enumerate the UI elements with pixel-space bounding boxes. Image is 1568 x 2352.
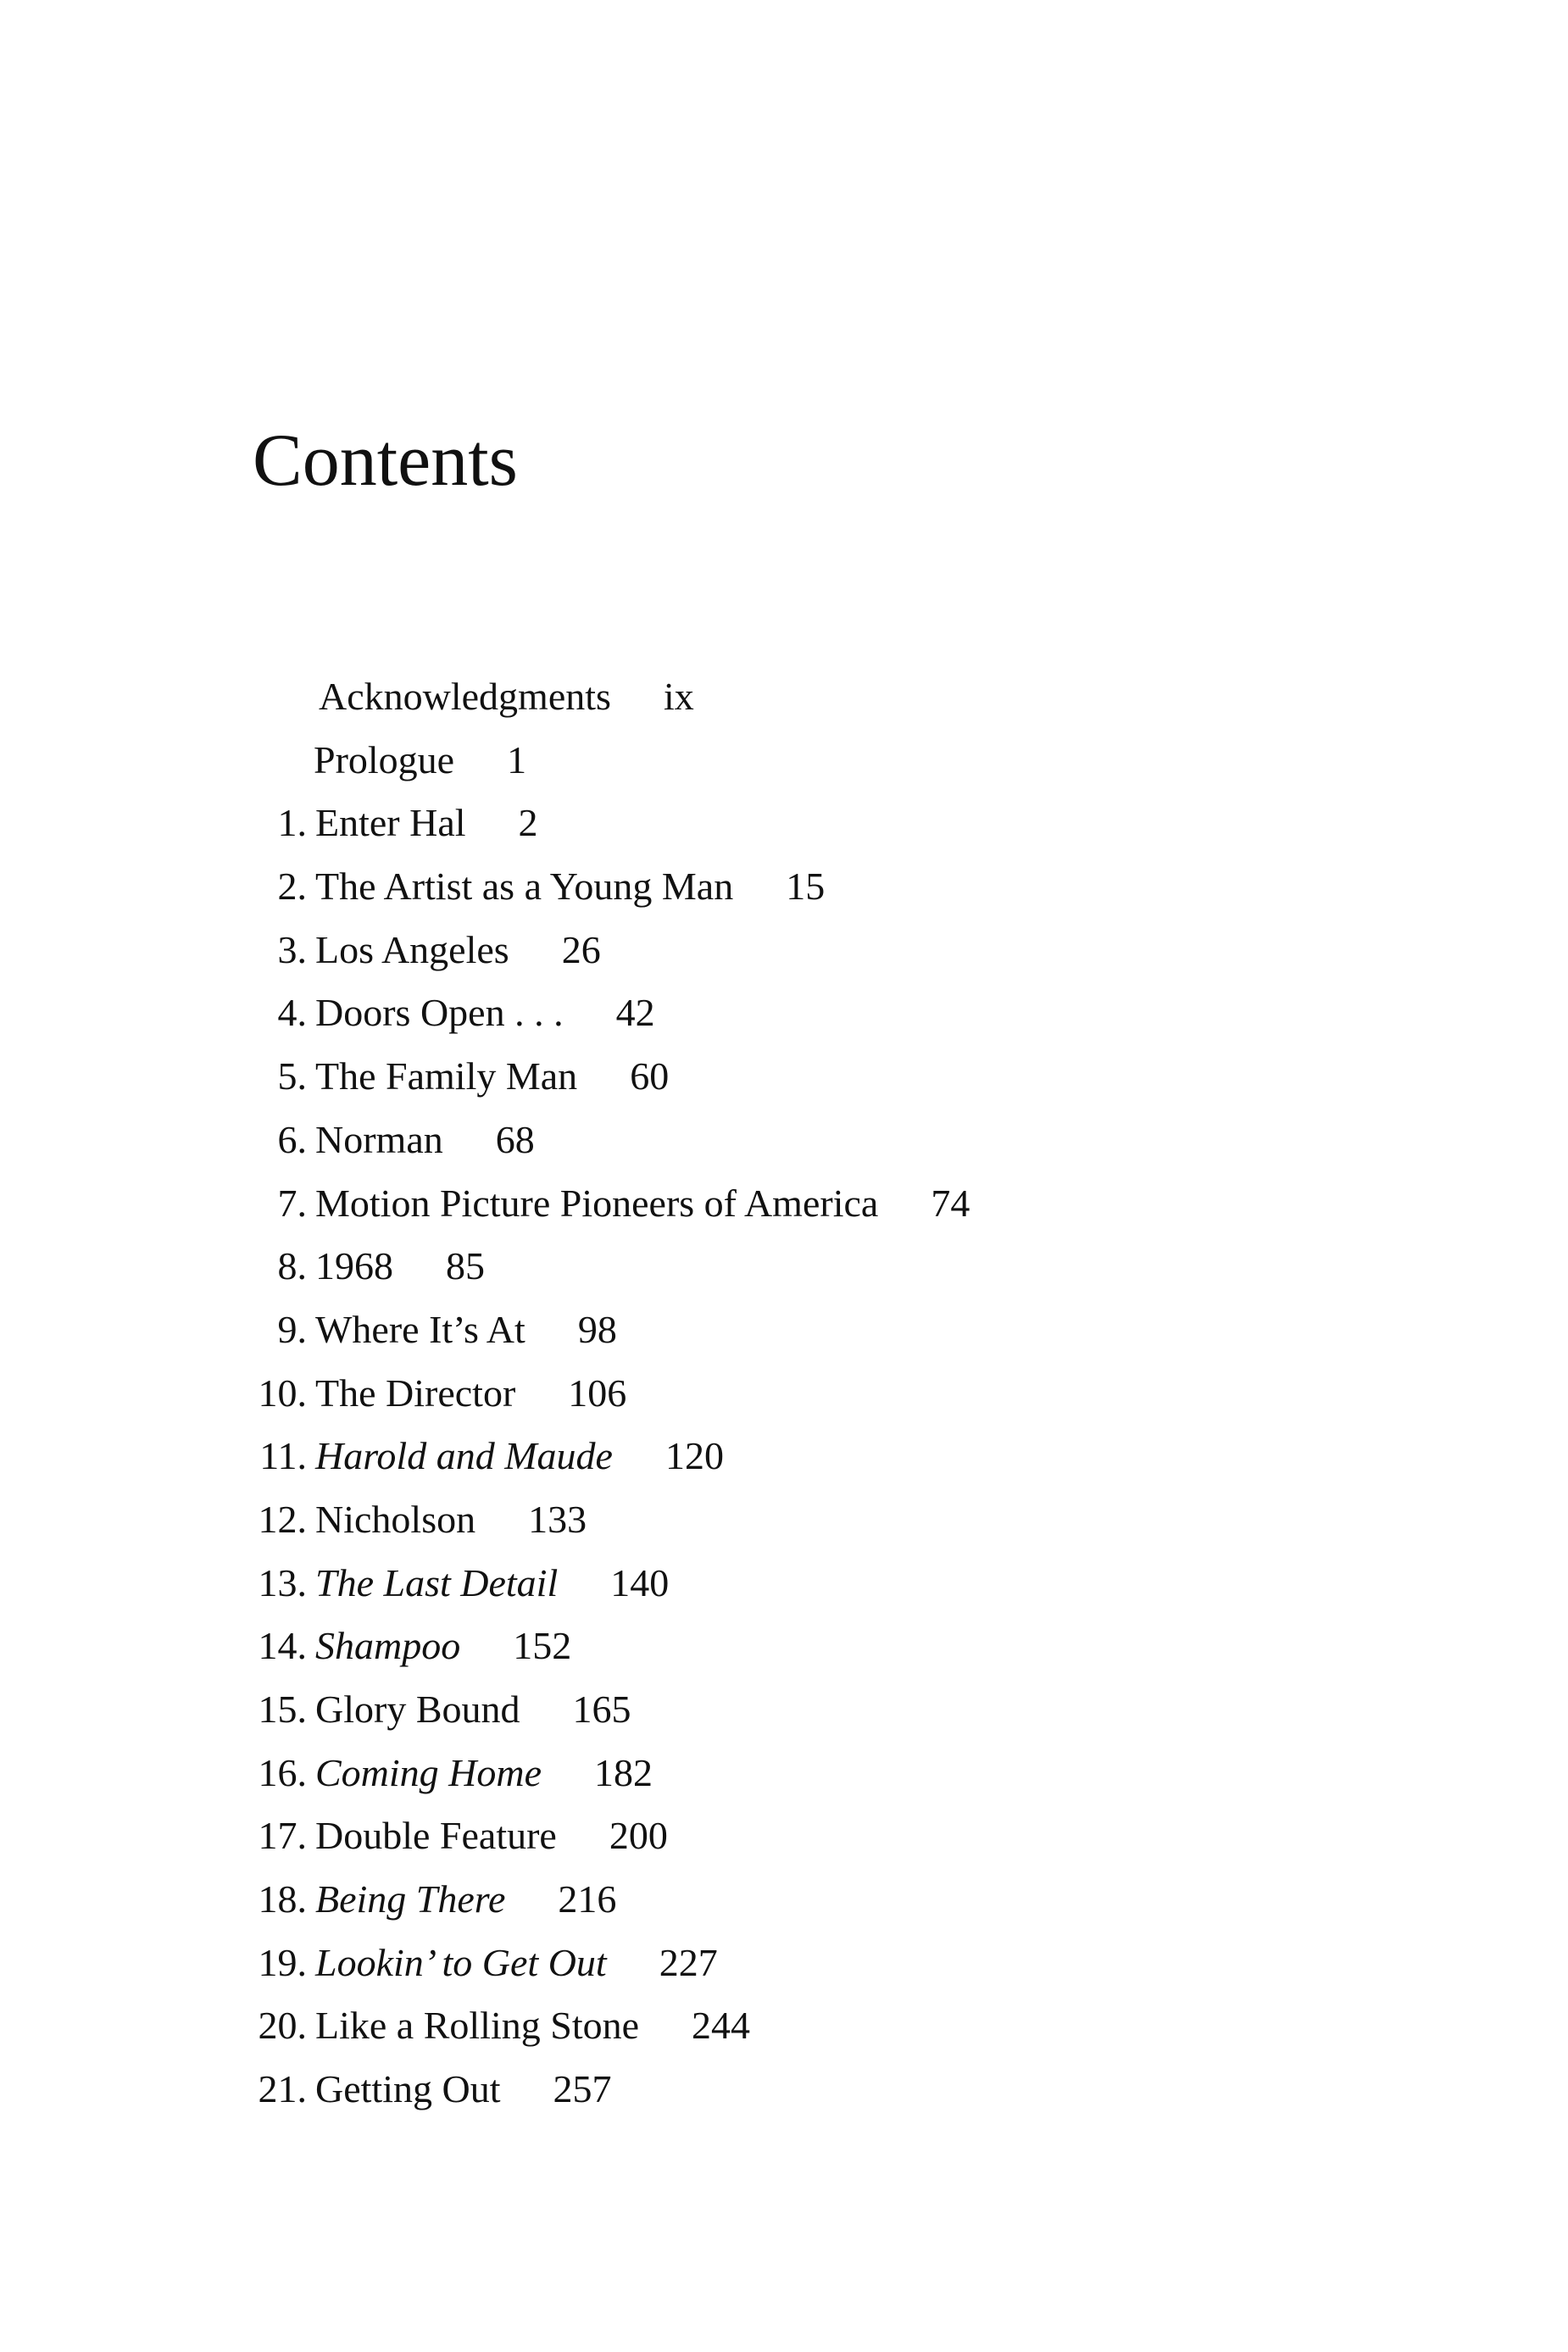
toc-entry-title: 1968 (315, 1244, 393, 1288)
toc-entry-page: 244 (692, 2004, 751, 2048)
toc-entry (0, 665, 1568, 729)
toc-entry-title: Acknowledgments (319, 675, 611, 718)
toc-entry (0, 792, 1568, 855)
toc-entry (0, 1488, 1568, 1552)
toc-entry-number: 7. (277, 1181, 307, 1225)
toc-entry (0, 1109, 1568, 1172)
toc-entry (0, 1868, 1568, 1932)
toc-entry-number: 21. (258, 2067, 307, 2111)
toc-entry (0, 1678, 1568, 1742)
toc-entry-title: The Last Detail (315, 1560, 559, 1604)
toc-entry-line (315, 1932, 718, 1995)
toc-entry-number: 5. (277, 1054, 307, 1098)
toc-entry-page: 120 (664, 1434, 724, 1478)
toc-entry-title: Getting Out (315, 2067, 501, 2111)
toc-entry-title: Los Angeles (315, 927, 509, 971)
toc-entry-title: Norman (315, 1117, 443, 1161)
toc-entry-number: 20. (258, 2004, 307, 2048)
toc-entry-title: Doors Open . . . (315, 991, 564, 1035)
toc-entry (0, 729, 1568, 792)
toc-entry-page: ix (663, 675, 694, 718)
toc-entry-number: 14. (258, 1624, 307, 1668)
toc-entry-title: Where It’s At (315, 1307, 525, 1351)
toc-entry-page: 42 (615, 991, 655, 1035)
toc-entry-title: Enter Hal (315, 801, 466, 845)
toc-entry-title: Like a Rolling Stone (315, 2004, 640, 2048)
toc-entry-page: 182 (594, 1750, 653, 1794)
toc-entry (0, 1362, 1568, 1426)
toc-entry (0, 1932, 1568, 1995)
toc-entry-number: 9. (277, 1307, 307, 1351)
toc-entry-page: 68 (495, 1117, 535, 1161)
toc-entry-line (315, 1804, 668, 1868)
toc-entry (0, 981, 1568, 1045)
toc-entry-page: 216 (558, 1877, 617, 1921)
toc-entry-line (315, 919, 601, 982)
toc-entry (0, 1172, 1568, 1236)
toc-entry-number: 8. (277, 1244, 307, 1288)
toc-entry-page: 227 (659, 1940, 718, 1984)
toc-entry (0, 1742, 1568, 1805)
toc-entry-page: 2 (518, 801, 538, 845)
toc-entry-page: 257 (553, 2067, 612, 2111)
toc-entry-number: 3. (277, 927, 307, 971)
toc-entry-page: 74 (931, 1181, 970, 1225)
toc-entry (0, 1235, 1568, 1298)
toc-entry-number: 11. (259, 1434, 307, 1478)
toc-entry-page: 15 (786, 865, 826, 909)
toc-entry (0, 2058, 1568, 2121)
toc-entry-number: 18. (258, 1877, 307, 1921)
toc-entry-line (315, 1994, 750, 2058)
toc-entry-number: 10. (258, 1371, 307, 1415)
toc-entry-page: 98 (577, 1307, 617, 1351)
toc-entry-line (319, 665, 694, 729)
toc-entry (0, 1045, 1568, 1109)
toc-entry-line (315, 1425, 724, 1488)
toc-entry-title: Glory Bound (315, 1688, 520, 1731)
toc-entry-line (315, 2058, 611, 2121)
toc-entry (0, 1615, 1568, 1678)
toc-entry-line (315, 792, 538, 855)
toc-entry-title: The Family Man (315, 1054, 578, 1098)
toc-entry-page: 165 (572, 1688, 631, 1731)
toc-entry (0, 1552, 1568, 1615)
toc-entry-line (315, 1678, 631, 1742)
toc-entry (0, 855, 1568, 919)
toc-entry (0, 1994, 1568, 2058)
toc-entry-line (315, 1868, 616, 1932)
toc-entry-page: 1 (507, 737, 527, 781)
table-of-contents (0, 665, 1568, 2121)
toc-entry-number: 2. (277, 865, 307, 909)
toc-entry-title: Being There (315, 1877, 506, 1921)
toc-entry-number: 17. (258, 1814, 307, 1858)
toc-entry-line (314, 729, 526, 792)
toc-entry-title: Prologue (314, 737, 455, 781)
page-title: Contents (253, 420, 518, 502)
toc-entry-number: 16. (258, 1750, 307, 1794)
toc-entry-page: 106 (568, 1371, 627, 1415)
toc-entry-title: Double Feature (315, 1814, 557, 1858)
toc-entry-title: The Director (315, 1371, 516, 1415)
toc-entry-page: 60 (630, 1054, 670, 1098)
toc-entry-number: 1. (277, 801, 307, 845)
toc-entry-number: 13. (258, 1560, 307, 1604)
toc-entry-line (315, 1615, 571, 1678)
toc-entry-line (315, 1235, 485, 1298)
toc-entry-line (315, 1298, 617, 1362)
toc-entry-line (315, 1362, 626, 1426)
toc-entry-number: 19. (258, 1940, 307, 1984)
toc-entry-title: Motion Picture Pioneers of America (315, 1181, 879, 1225)
toc-entry-number: 12. (258, 1497, 307, 1541)
toc-entry-line (315, 1045, 669, 1109)
toc-entry-page: 200 (609, 1814, 668, 1858)
toc-entry-line (315, 1109, 535, 1172)
toc-entry-number: 15. (258, 1688, 307, 1731)
toc-entry-number: 4. (277, 991, 307, 1035)
toc-entry-page: 133 (528, 1497, 587, 1541)
toc-entry (0, 919, 1568, 982)
toc-entry-line (315, 1742, 653, 1805)
toc-entry-line (315, 1552, 669, 1615)
toc-entry-title: Nicholson (315, 1497, 476, 1541)
toc-entry-line (315, 1488, 587, 1552)
toc-entry-line (315, 981, 655, 1045)
toc-entry (0, 1298, 1568, 1362)
toc-entry-title: Coming Home (315, 1750, 542, 1794)
toc-entry-title: Lookin’ to Get Out (315, 1940, 607, 1984)
toc-entry-page: 85 (446, 1244, 485, 1288)
toc-entry-title: The Artist as a Young Man (315, 865, 734, 909)
toc-entry-line (315, 1172, 970, 1236)
toc-entry-title: Harold and Maude (315, 1434, 613, 1478)
toc-entry-line (315, 855, 825, 919)
toc-entry (0, 1425, 1568, 1488)
toc-entry-page: 26 (561, 927, 601, 971)
toc-entry-page: 152 (513, 1624, 572, 1668)
toc-entry-page: 140 (610, 1560, 670, 1604)
toc-entry (0, 1804, 1568, 1868)
toc-entry-number: 6. (277, 1117, 307, 1161)
toc-entry-title: Shampoo (315, 1624, 461, 1668)
